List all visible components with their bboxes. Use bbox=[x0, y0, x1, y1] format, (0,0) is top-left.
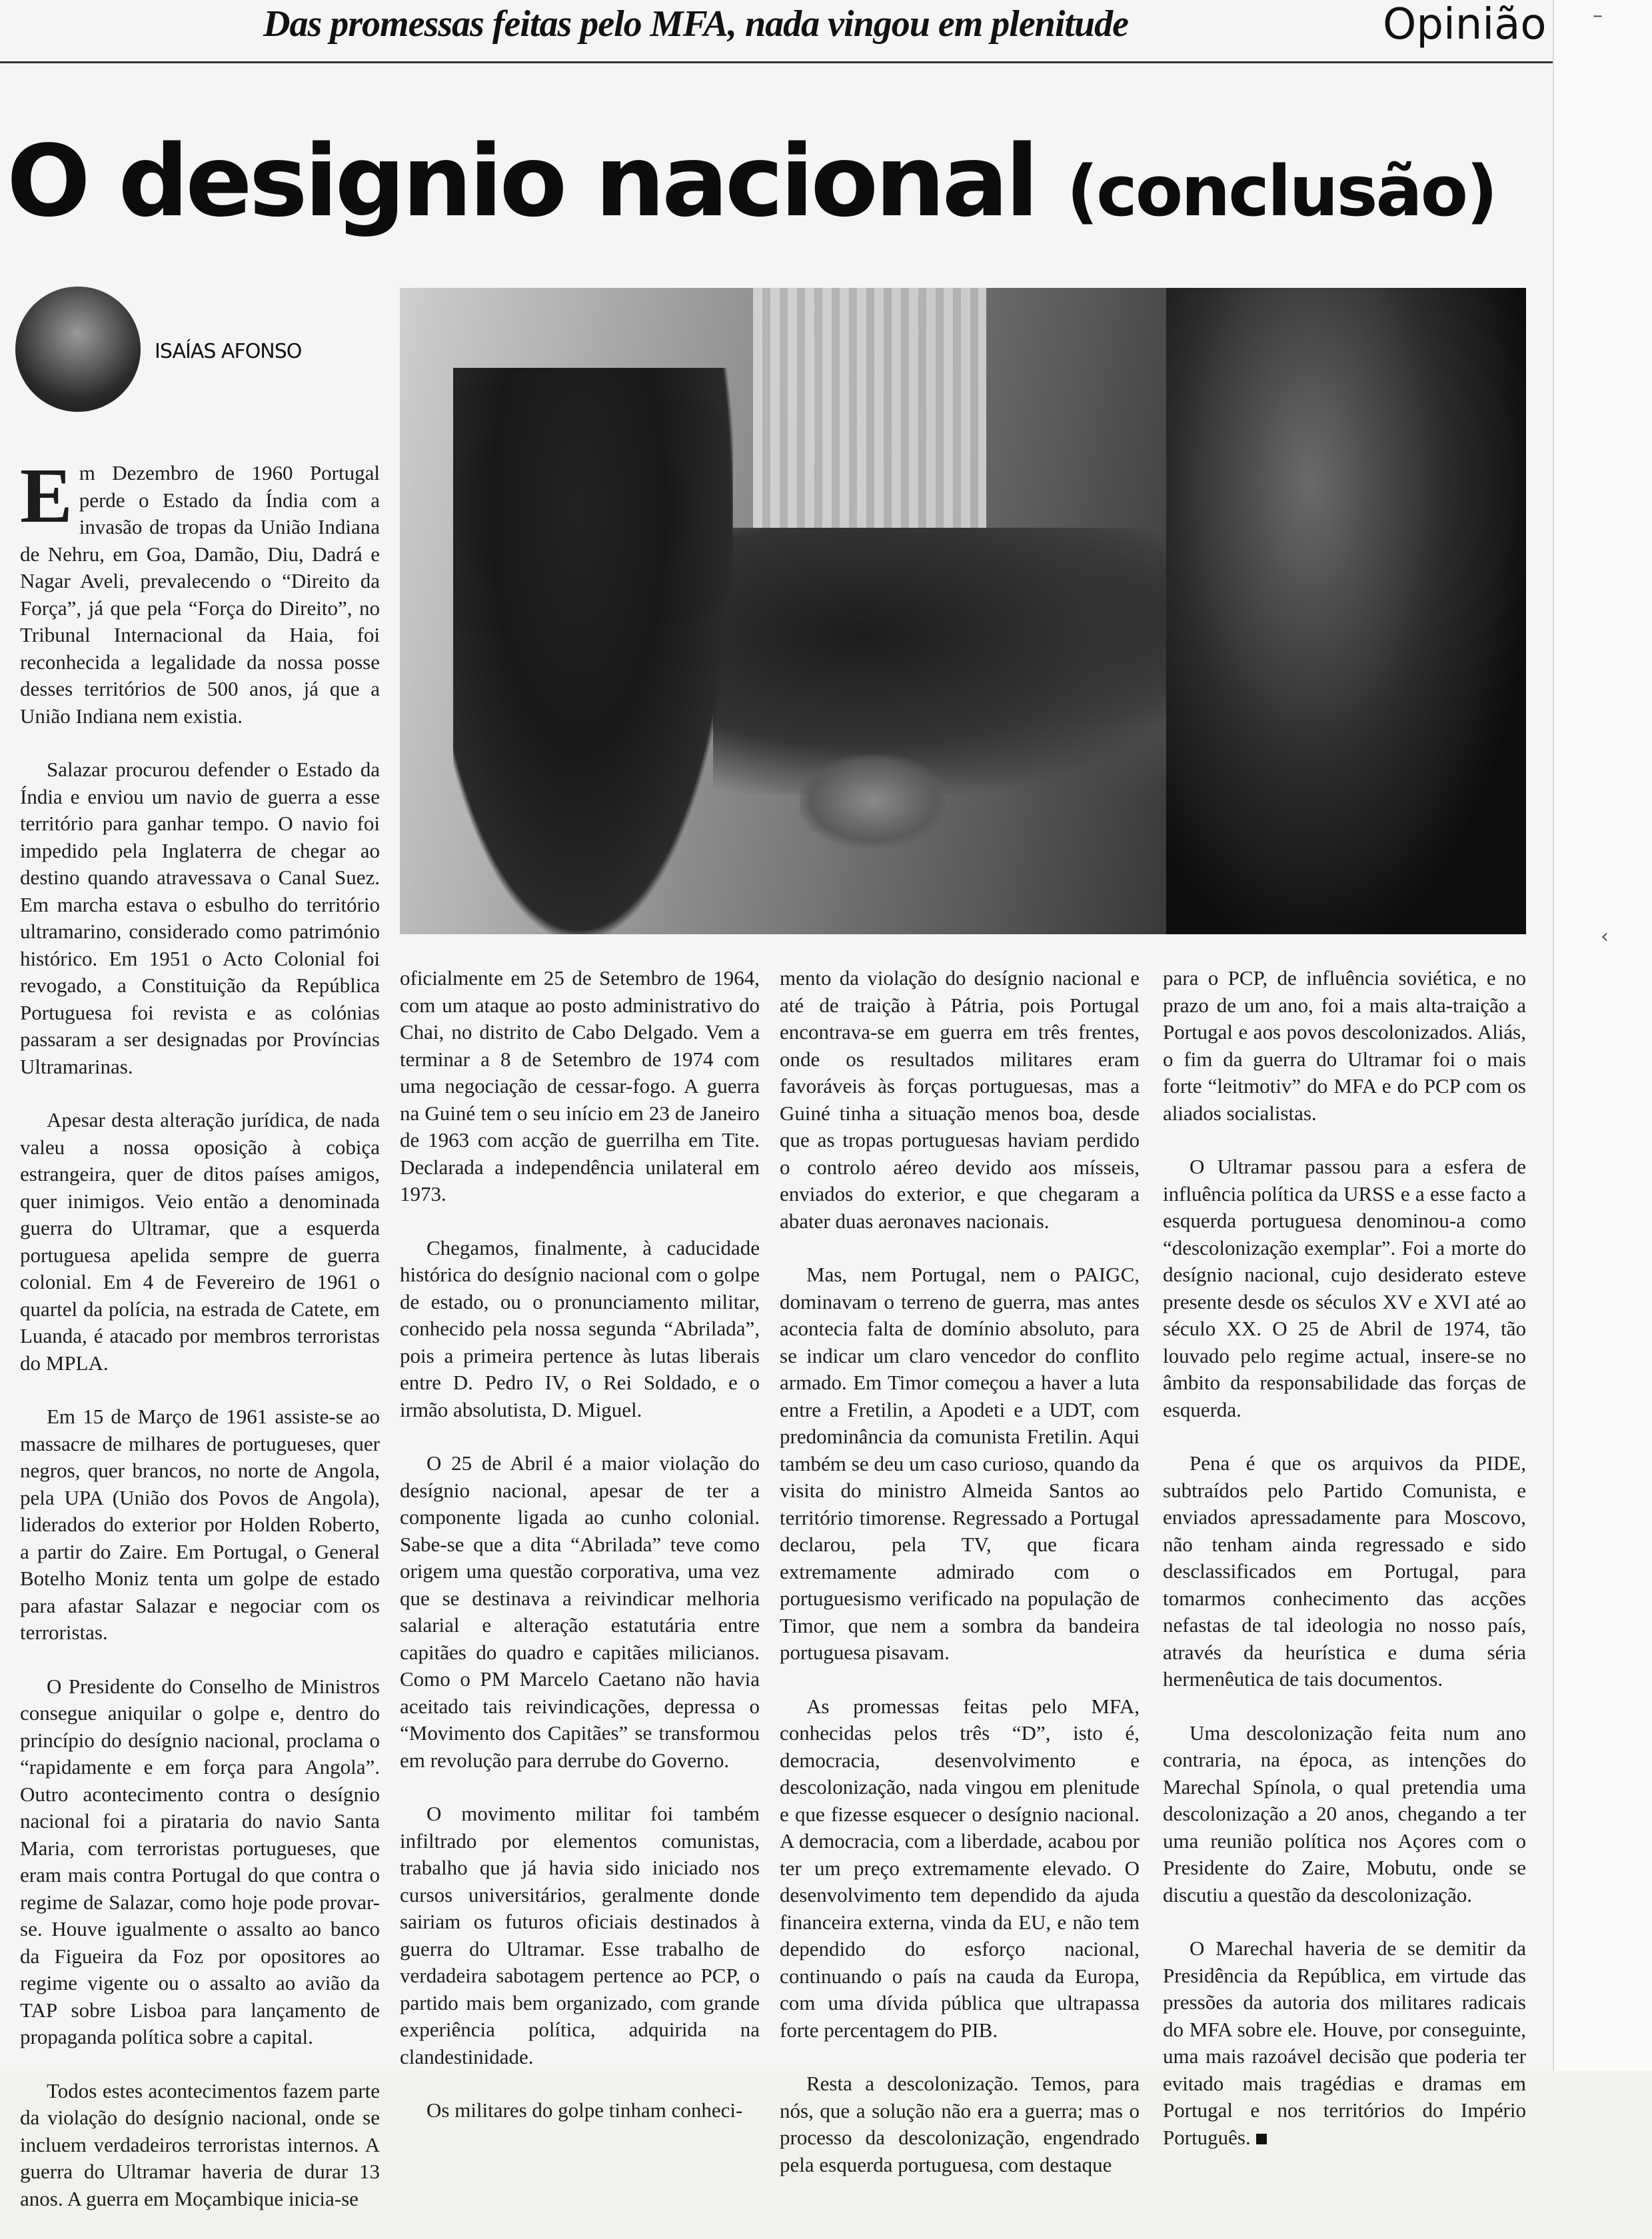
paragraph bbox=[20, 452, 380, 730]
edge-mark: – bbox=[1593, 4, 1603, 27]
kicker: Das promessas feitas pelo MFA, nada vingou em plenitude bbox=[263, 3, 1128, 45]
headline-main: O designio nacional bbox=[7, 124, 1067, 239]
paragraph: Uma descolonização feita num ano contraria, na época, as intenções do Marechal Spínola, o qual pretendia uma descolonização a 20 anos, chegando a ter uma reunião política nos Açores com o Presidente do Zaire, Mobutu, onde se discutiu a questão da descolonização. bbox=[1163, 1721, 1526, 1906]
article-column-3 bbox=[780, 965, 1140, 2205]
paragraph: Resta a descolonização. Temos, para nós, que a solução não era a guerra; mas o processo da descolonização, engendrado pela esquerda portuguesa, com destaque bbox=[780, 2072, 1140, 2176]
paragraph: O Ultramar passou para a esfera de influência política da URSS e a esse facto a esquerda portuguesa denominou-a como “descolonização exemplar”. Foi a morte do desígnio nacional, cujo desiderato esteve presente desde os séculos XV e XVI até ao século XX. O 25 de Abril de 1974, tão louvado pelo regime actual, insere-se no âmbito da responsabilidade das forças de esquerda. bbox=[1163, 1155, 1526, 1421]
paragraph: oficialmente em 25 de Setembro de 1964, com um ataque ao posto administrativo do Chai, no distrito de Cabo Delgado. Vem a terminar a 8 de Setembro de 1974 com uma negociação de cessar-fogo. A guerra na Guiné tem o seu início em 23 de Janeiro de 1963 com acção de guerrilha em Tite. Declarada a independência unilateral em 1973. bbox=[400, 966, 760, 1205]
paragraph: O movimento militar foi também infiltrado por elementos comunistas, trabalho que já havia sido iniciado nos cursos universitários, geralmente donde sairiam os futuros oficiais destinados à guerra do Ultramar. Esse trabalho de verdadeira sabotagem pertence ao PCP, o partido mais bem organizado, com grande experiência política, adquirida na clandestinidade. bbox=[400, 1802, 760, 2068]
photo-crowd bbox=[713, 528, 1206, 794]
author-photo bbox=[15, 287, 141, 412]
drop-cap: E bbox=[20, 452, 73, 539]
paragraph-text: O Marechal haveria de se demitir da Presidência da República, em virtude das pressões da autoria dos militares radicais do MFA sobre ele. Houve, por conseguinte, uma mais razoável decisão que poderia ter evitado mais tragédias e dramas em Portugal e nos territórios do Império Português. bbox=[1163, 1936, 1526, 2149]
article-column-4 bbox=[1163, 965, 1526, 2178]
paragraph: As promessas feitas pelo MFA, conhecidas pelos três “D”, isto é, democracia, desenvolvimento e descolonização, nada vingou em plenitude e que fizesse esquecer o desígnio nacional. A democracia, com a liberdade, acabou por ter um preço extremamente elevado. O desenvolvimento tem dependido da ajuda financeira externa, vinda da EU, e não tem dependido do esforço nacional, continuando o país na cauda da Europa, com uma dívida pública que ultrapassa forte percentagem do PIB. bbox=[780, 1694, 1140, 2042]
paragraph: Em 15 de Março de 1961 assiste-se ao massacre de milhares de portugueses, quer negros, quer brancos, no norte de Angola, pela UPA (União dos Povos de Angola), liderados do exterior por Holden Roberto, a partir do Zaire. Em Portugal, o General Botelho Moniz tenta um golpe de estado para afastar Salazar e negociar com os terroristas. bbox=[20, 1405, 380, 1644]
paragraph-text: m Dezembro de 1960 Portugal perde o Estado da Índia com a invasão de tropas da União Indiana de Nehru, em Goa, Damão, Diu, Dadrá e Nagar Aveli, prevalecendo o “Direito da Força”, já que pela “Força do Direito”, no Tribunal Internacional da Haia, foi reconhecida a legalidade da nossa posse desses territórios de 500 anos, já que a União Indiana nem existia. bbox=[20, 461, 380, 728]
paragraph: Pena é que os arquivos da PIDE, subtraídos pelo Partido Comunista, e enviados apressadamente para Moscovo, não tenham ainda regressado e sido desclassificados em Portugal, para tomarmos conhecimento das acções nefastas de tal ideologia no nosso país, através da heurística e duma séria hermenêutica de tais documentos. bbox=[1163, 1451, 1526, 1691]
photo-curtain bbox=[753, 288, 986, 568]
article-column-1 bbox=[20, 452, 380, 2239]
article-photo bbox=[400, 288, 1526, 934]
article-column-2 bbox=[400, 965, 760, 2151]
end-mark-icon bbox=[1256, 2134, 1267, 2144]
photo-handshake bbox=[800, 754, 946, 848]
photo-figure-right bbox=[1166, 288, 1526, 934]
author-name: ISAÍAS AFONSO bbox=[155, 340, 302, 363]
paragraph: Chegamos, finalmente, à caducidade histórica do desígnio nacional com o golpe de estado, ou o pronunciamento militar, conhecido pela nossa segunda “Abrilada”, pois a primeira pertence às lutas liberais entre D. Pedro IV, o Rei Soldado, e o irmão absolutista, D. Miguel. bbox=[400, 1235, 760, 1421]
paragraph: Os militares do golpe tinham conheci- bbox=[426, 2098, 743, 2122]
section-label: Opinião bbox=[1383, 0, 1547, 49]
paragraph: Salazar procurou defender o Estado da Índia e enviou um navio de guerra a esse território para ganhar tempo. O navio foi impedido pela Inglaterra de chegar ao destino quando atravessava o Canal Suez. Em marcha estava o esbulho do território ultramarino, considerado como património histórico. Em 1951 o Acto Colonial foi revogado, a Constituição da República Portuguesa foi revista e as colónias passaram a ser designadas por Províncias Ultramarinas. bbox=[20, 758, 380, 1078]
paragraph: para o PCP, de influência soviética, e no prazo de um ano, foi a mais alta-traição a Portugal e aos povos descolonizados. Aliás, o fim da guerra do Ultramar foi o mais forte “leitmotiv” do MFA e do PCP com os aliados socialistas. bbox=[1163, 966, 1526, 1125]
paragraph bbox=[1163, 1935, 1526, 2151]
page-edge bbox=[1553, 0, 1652, 2071]
edge-mark: ‹ bbox=[1601, 925, 1609, 948]
paragraph: Todos estes acontecimentos fazem parte da violação do desígnio nacional, onde se incluem verdadeiros terroristas internos. A guerra do Ultramar haveria de durar 13 anos. A guerra em Moçambique inicia-se bbox=[20, 2078, 380, 2210]
photo-figure-left bbox=[453, 368, 733, 934]
paragraph: mento da violação do desígnio nacional e até de traição à Pátria, pois Portugal encontrava-se em guerra em três frentes, onde os resultados militares eram favoráveis às forças portuguesas, mas a Guiné tinha a situação menos boa, desde que as tropas portuguesas haviam perdido o controlo aéreo devido aos mísseis, enviados do exterior, e que chegaram a abater duas aeronaves nacionais. bbox=[780, 966, 1140, 1233]
paragraph: Mas, nem Portugal, nem o PAIGC, dominavam o terreno de guerra, mas antes acontecia falta de domínio absoluto, para se indicar um claro vencedor do conflito armado. Em Timor começou a haver a luta entre a Fretilin, a Apodeti e a UDT, com predominância da comunista Fretilin. Aqui também se deu um caso curioso, quando da visita do ministro Almeida Santos ao território timorense. Regressado a Portugal declarou, pela TV, que ficara extremamente admirado com o portuguesismo verificado na população de Timor, que nem a sombra da bandeira portuguesa pisavam. bbox=[780, 1263, 1140, 1664]
paragraph: O Presidente do Conselho de Ministros consegue aniquilar o golpe e, dentro do princípio do desígnio nacional, proclama o “rapidamente e em força para Angola”. Outro acontecimento contra o desígnio nacional foi a pirataria do navio Santa Maria, com terroristas portugueses, que eram mais contra Portugal do que contra o regime de Salazar, como hoje pode provar-se. Houve igualmente o assalto ao banco da Figueira da Foz por opositores ao regime vigente ou o assalto ao avião da TAP sobre Lisboa para lançamento de propaganda política sobre a capital. bbox=[20, 1674, 380, 2048]
paragraph: O 25 de Abril é a maior violação do desígnio nacional, apesar de ter a componente ligada ao cunho colonial. Sabe-se que a dita “Abrilada” teve como origem uma questão corporativa, uma vez que se destinava a reivindicar melhoria salarial e alteração estatutária entre capitães do quadro e capitães milicianos. Como o PM Marcelo Caetano não havia aceitado tais reivindicações, depressa o “Movimento dos Capitães” se transformou em revolução para derrube do Governo. bbox=[400, 1451, 760, 1772]
header-rule bbox=[0, 61, 1553, 63]
paragraph: Apesar desta alteração jurídica, de nada valeu a nossa oposição à cobiça estrangeira, quer de ditos países amigos, quer inimigos. Veio então a denominada guerra do Ultramar, que a esquerda portuguesa apelida sempre de guerra colonial. Em 4 de Fevereiro de 1961 o quartel da polícia, na estrada de Catete, em Luanda, é atacado por membros terroristas do MPLA. bbox=[20, 1108, 380, 1375]
headline bbox=[7, 124, 1496, 257]
headline-sub: (conclusão) bbox=[1066, 151, 1496, 232]
